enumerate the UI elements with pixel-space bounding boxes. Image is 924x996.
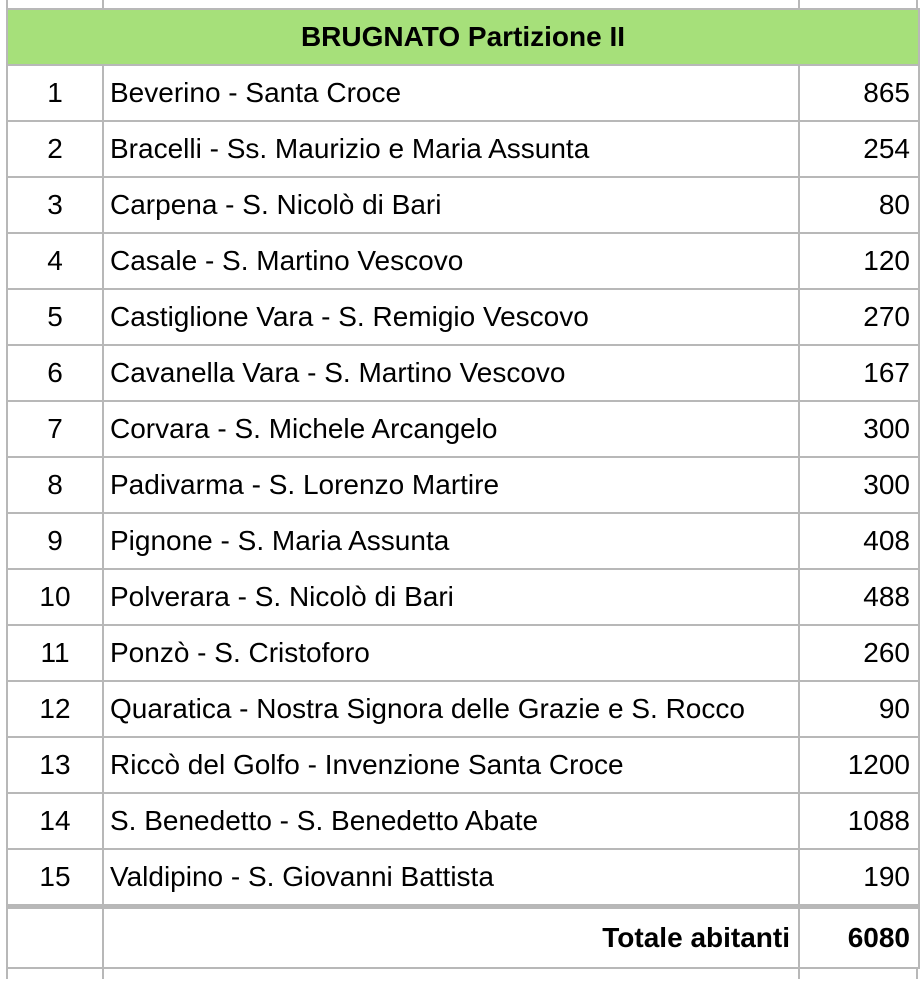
row-number: 6 bbox=[7, 345, 103, 401]
row-parish-name: Casale - S. Martino Vescovo bbox=[103, 233, 799, 289]
row-parish-name: Corvara - S. Michele Arcangelo bbox=[103, 401, 799, 457]
table-row bbox=[7, 289, 919, 345]
row-parish-name: Valdipino - S. Giovanni Battista bbox=[103, 849, 799, 907]
row-number: 14 bbox=[7, 793, 103, 849]
row-inhabitants: 1200 bbox=[799, 737, 919, 793]
table-row bbox=[7, 233, 919, 289]
row-parish-name: Riccò del Golfo - Invenzione Santa Croce bbox=[103, 737, 799, 793]
table-row bbox=[7, 177, 919, 233]
table-row bbox=[7, 401, 919, 457]
row-number: 2 bbox=[7, 121, 103, 177]
row-number: 5 bbox=[7, 289, 103, 345]
row-inhabitants: 167 bbox=[799, 345, 919, 401]
table-row bbox=[7, 681, 919, 737]
row-inhabitants: 488 bbox=[799, 569, 919, 625]
table-title: BRUGNATO Partizione II bbox=[7, 9, 919, 65]
row-inhabitants: 408 bbox=[799, 513, 919, 569]
row-parish-name: Ponzò - S. Cristoforo bbox=[103, 625, 799, 681]
row-inhabitants: 270 bbox=[799, 289, 919, 345]
row-inhabitants: 300 bbox=[799, 457, 919, 513]
total-row bbox=[7, 907, 919, 969]
row-parish-name: Castiglione Vara - S. Remigio Vescovo bbox=[103, 289, 799, 345]
table-row bbox=[7, 345, 919, 401]
row-inhabitants: 190 bbox=[799, 849, 919, 907]
row-number: 8 bbox=[7, 457, 103, 513]
row-number: 12 bbox=[7, 681, 103, 737]
total-value: 6080 bbox=[799, 907, 919, 969]
table-row bbox=[7, 121, 919, 177]
row-number: 4 bbox=[7, 233, 103, 289]
table-row bbox=[7, 513, 919, 569]
row-number: 11 bbox=[7, 625, 103, 681]
row-parish-name: Cavanella Vara - S. Martino Vescovo bbox=[103, 345, 799, 401]
spreadsheet bbox=[6, 0, 918, 996]
row-number: 15 bbox=[7, 849, 103, 907]
table-row bbox=[7, 65, 919, 121]
row-inhabitants: 260 bbox=[799, 625, 919, 681]
row-parish-name: Beverino - Santa Croce bbox=[103, 65, 799, 121]
row-number: 13 bbox=[7, 737, 103, 793]
row-inhabitants: 80 bbox=[799, 177, 919, 233]
row-number: 9 bbox=[7, 513, 103, 569]
row-inhabitants: 254 bbox=[799, 121, 919, 177]
row-number: 1 bbox=[7, 65, 103, 121]
row-parish-name: Pignone - S. Maria Assunta bbox=[103, 513, 799, 569]
table-row bbox=[7, 793, 919, 849]
total-label: Totale abitanti bbox=[103, 907, 799, 969]
row-inhabitants: 1088 bbox=[799, 793, 919, 849]
row-parish-name: Bracelli - Ss. Maurizio e Maria Assunta bbox=[103, 121, 799, 177]
row-parish-name: Carpena - S. Nicolò di Bari bbox=[103, 177, 799, 233]
table-row bbox=[7, 849, 919, 907]
table-row bbox=[7, 737, 919, 793]
row-inhabitants: 90 bbox=[799, 681, 919, 737]
table-row bbox=[7, 457, 919, 513]
row-parish-name: Polverara - S. Nicolò di Bari bbox=[103, 569, 799, 625]
row-number: 3 bbox=[7, 177, 103, 233]
row-parish-name: S. Benedetto - S. Benedetto Abate bbox=[103, 793, 799, 849]
row-inhabitants: 300 bbox=[799, 401, 919, 457]
table-header-row bbox=[7, 9, 919, 65]
row-parish-name: Padivarma - S. Lorenzo Martire bbox=[103, 457, 799, 513]
total-empty-cell bbox=[7, 907, 103, 969]
table-row bbox=[7, 625, 919, 681]
row-number: 10 bbox=[7, 569, 103, 625]
row-inhabitants: 865 bbox=[799, 65, 919, 121]
table-row bbox=[7, 569, 919, 625]
table-top-edge bbox=[6, 0, 918, 8]
parish-table bbox=[6, 8, 920, 969]
row-inhabitants: 120 bbox=[799, 233, 919, 289]
table-bottom-edge bbox=[6, 969, 918, 979]
row-parish-name: Quaratica - Nostra Signora delle Grazie e S. Rocco bbox=[103, 681, 799, 737]
row-number: 7 bbox=[7, 401, 103, 457]
